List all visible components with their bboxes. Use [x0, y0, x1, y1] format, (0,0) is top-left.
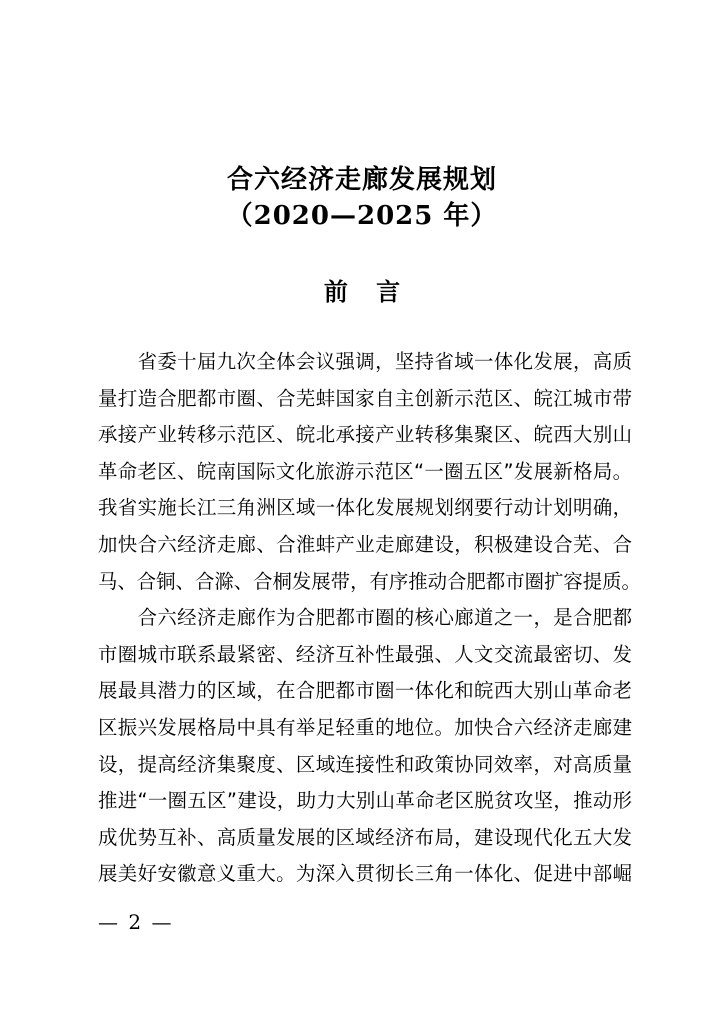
text-line: 展最具潜力的区域，在合肥都市圈一体化和皖西大别山革命老	[98, 679, 632, 703]
text-line: 量打造合肥都市圈、合芜蚌国家自主创新示范区、皖江城市带	[98, 386, 632, 410]
body-text	[98, 344, 641, 893]
text-line: 我省实施长江三角洲区域一体化发展规划纲要行动计划明确，	[98, 496, 632, 520]
page-number: — 2 —	[98, 910, 174, 934]
text-line: 承接产业转移示范区、皖北承接产业转移集聚区、皖西大别山	[98, 423, 632, 447]
text-line: 合六经济走廊作为合肥都市圈的核心廊道之一，是合肥都	[98, 606, 632, 630]
section-heading: 前 言	[323, 277, 401, 306]
document-title: 合六经济走廊发展规划	[226, 165, 497, 195]
text-line: 省委十届九次全体会议强调，坚持省域一体化发展，高质	[98, 350, 632, 373]
text-line: 革命老区、皖南国际文化旅游示范区“一圈五区”发展新格局。	[98, 459, 632, 483]
text-line: 马、合铜、合滁、合桐发展带，有序推动合肥都市圈扩容提质。	[98, 569, 641, 593]
text-line: 市圈城市联系最紧密、经济互补性最强、人文交流最密切、发	[98, 642, 632, 666]
text-line: 推进“一圈五区”建设，助力大别山革命老区脱贫攻坚，推动形	[98, 789, 632, 813]
text-line: 区振兴发展格局中具有举足轻重的地位。加快合六经济走廊建	[98, 715, 632, 739]
document-subtitle: （2020—2025 年）	[226, 201, 498, 231]
text-line: 设，提高经济集聚度、区域连接性和政策协同效率，对高质量	[98, 752, 632, 776]
text-line: 加快合六经济走廊、合淮蚌产业走廊建设，积极建设合芜、合	[98, 532, 632, 556]
text-line: 成优势互补、高质量发展的区域经济布局，建设现代化五大发	[98, 825, 632, 849]
text-line: 展美好安徽意义重大。为深入贯彻长三角一体化、促进中部崛	[98, 862, 632, 886]
